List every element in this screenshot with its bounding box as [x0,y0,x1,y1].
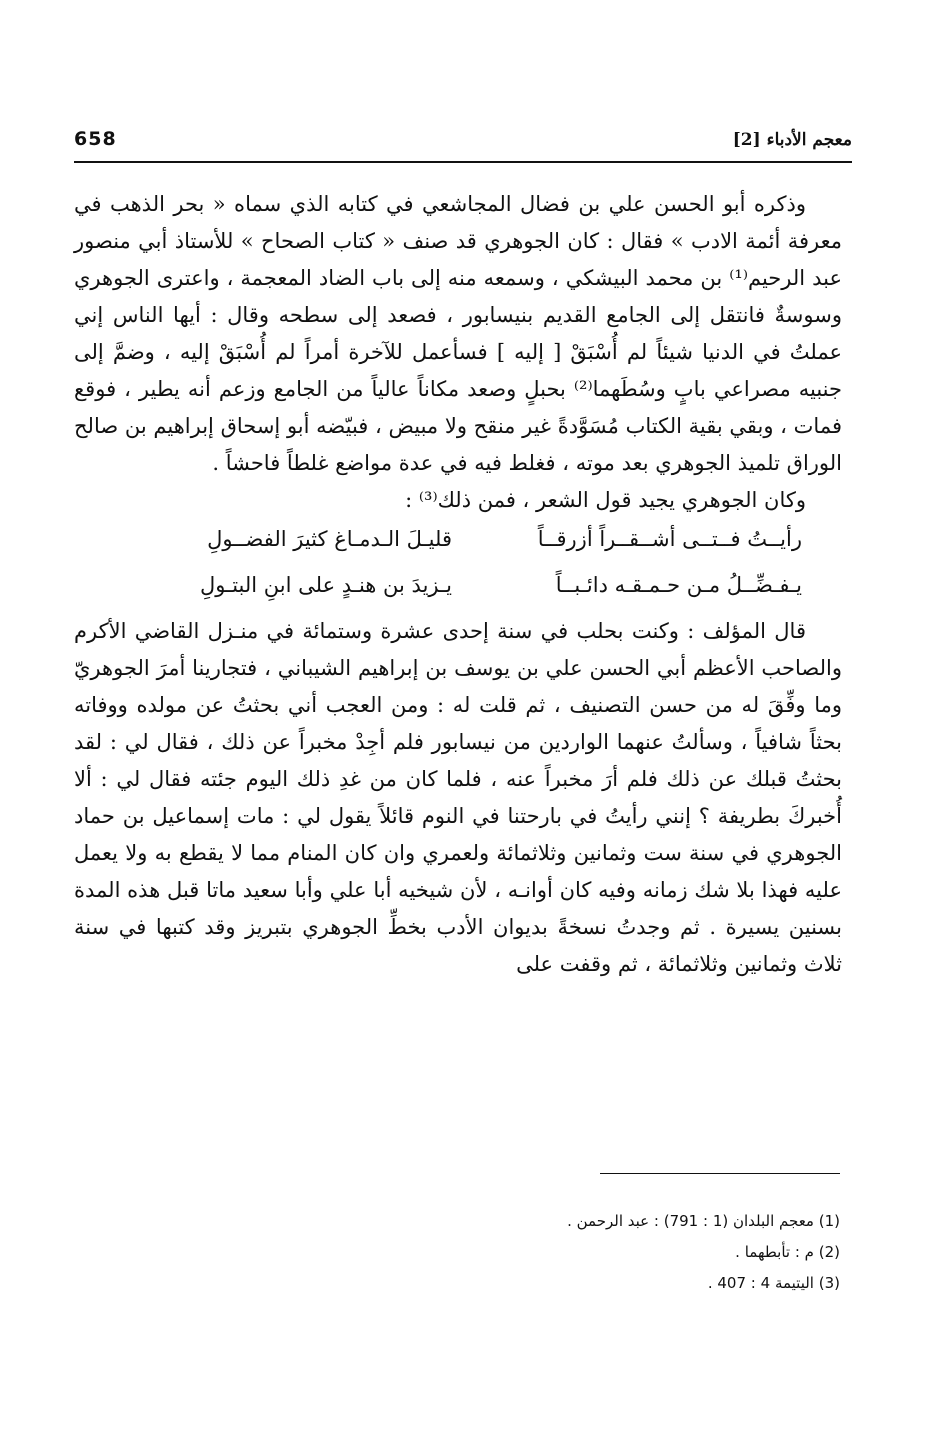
footnote-2: (2) م : تأبطهما . [735,1243,840,1261]
footnote-3: (3) اليتيمة 4 : 407 . [707,1274,840,1292]
paragraph-1: وذكره أبو الحسن علي بن فضال المجاشعي في كتابه الذي سماه « بحر الذهب في معرفة أئمة الادب » فقال : كان الجوهري قد صنف « كتاب الصحاح » للأستاذ أبي منصور عبد الرحيم⁽¹⁾ بن محمد البيشكي ، وسمعه منه إلى باب الضاد المعجمة ، واعترى الجوهري وسوسةٌ فانتقل إلى الجامع القديم بنيسابور ، فصعد إلى سطحه وقال : أيها الناس إني عملتُ في الدنيا شيئاً لم أُسْبَقْ [ إليه ] فسأعمل للآخرة أمراً لم أُسْبَقْ إليه ، وضمَّ إلى جنبيه مصراعي بابٍ وسُطَهما⁽²⁾ بحبلٍ وصعد مكاناً عالياً من الجامع وزعم أنه يطير ، فوقع فمات ، وبقي بقية الكتاب مُسَوَّدةً غير منقح ولا مبيض ، فبيّضه أبو إسحاق إبراهيم بن صالح الوراق تلميذ الجوهري بعد موته ، فغلط فيه في عدة مواضع غلطاً فاحشاً . [74,192,842,475]
header-divider [74,161,852,163]
main-text [74,186,842,983]
paragraph-3: قال المؤلف : وكنت بحلب في سنة إحدى عشرة وستمائة في منـزل القاضي الأكرم والصاحب الأعظم أبي الحسن علي بن يوسف بن إبراهيم الشيباني ، فتجارينا أمرَ الجوهريّ وما وفِّقَ له من حسن التصنيف ، ثم قلت له : ومن العجب أني بحثتُ عن مولده ووفاته بحثاً شافياً ، وسألتُ عنهما الواردين من نيسابور فلم أجِدْ مخبراً عن ذلك ، فقال لي : لقد بحثتُ قبلك عن ذلك فلم أرَ مخبراً عنه ، فلما كان من غدِ ذلك اليوم جئته فقال لي : ألا أُخبركَ بطريفة ؟ إنني رأيتُ في بارحتنا في النوم قائلاً يقول لي : مات إسماعيل بن حماد الجوهري في سنة ست وثمانين وثلاثمائة ولعمري وان كان المنام مما لا يقطع به ولا يعمل عليه فهذا بلا شك زمانه وفيه كان أوانـه ، لأن شيخيه أبا علي وأبا سعيد ماتا قبل هذه المدة بسنين يسيرة . ثم وجدتُ نسخةً بديوان الأدب بخطِّ الجوهري بتبريز وقد كتبها في سنة ثلاث وثمانين وثلاثمائة ، ثم وقفت على [74,619,842,976]
verse-2-first-hemistich: يـفـضِّــلُ مـن حـمـقـه دائـبــاً [555,573,802,597]
page-header [74,128,852,162]
verse-2-second-hemistich: يـزيدَ بن هنـدٍ على ابنِ البتـولِ [199,573,452,597]
footnotes [74,1206,840,1299]
footnote-divider [600,1173,840,1174]
footnote-1: (1) معجم البلدان (1 : 791) : عبد الرحمن . [567,1212,840,1230]
verse-line-1 [74,521,842,565]
page-number: 658 [74,128,117,150]
verse-line-2 [74,567,842,611]
verse-1-second-hemistich: قليـلَ الـدمـاغ كثيرَ الفضــولِ [207,527,452,551]
running-title: معجم الأدباء [2] [732,130,852,150]
paragraph-2: وكان الجوهري يجيد قول الشعر ، فمن ذلك⁽³⁾ : [405,488,806,512]
verse-1-first-hemistich: رأيــتُ فــتــى أشــقــراً أزرقــاً [537,527,802,551]
